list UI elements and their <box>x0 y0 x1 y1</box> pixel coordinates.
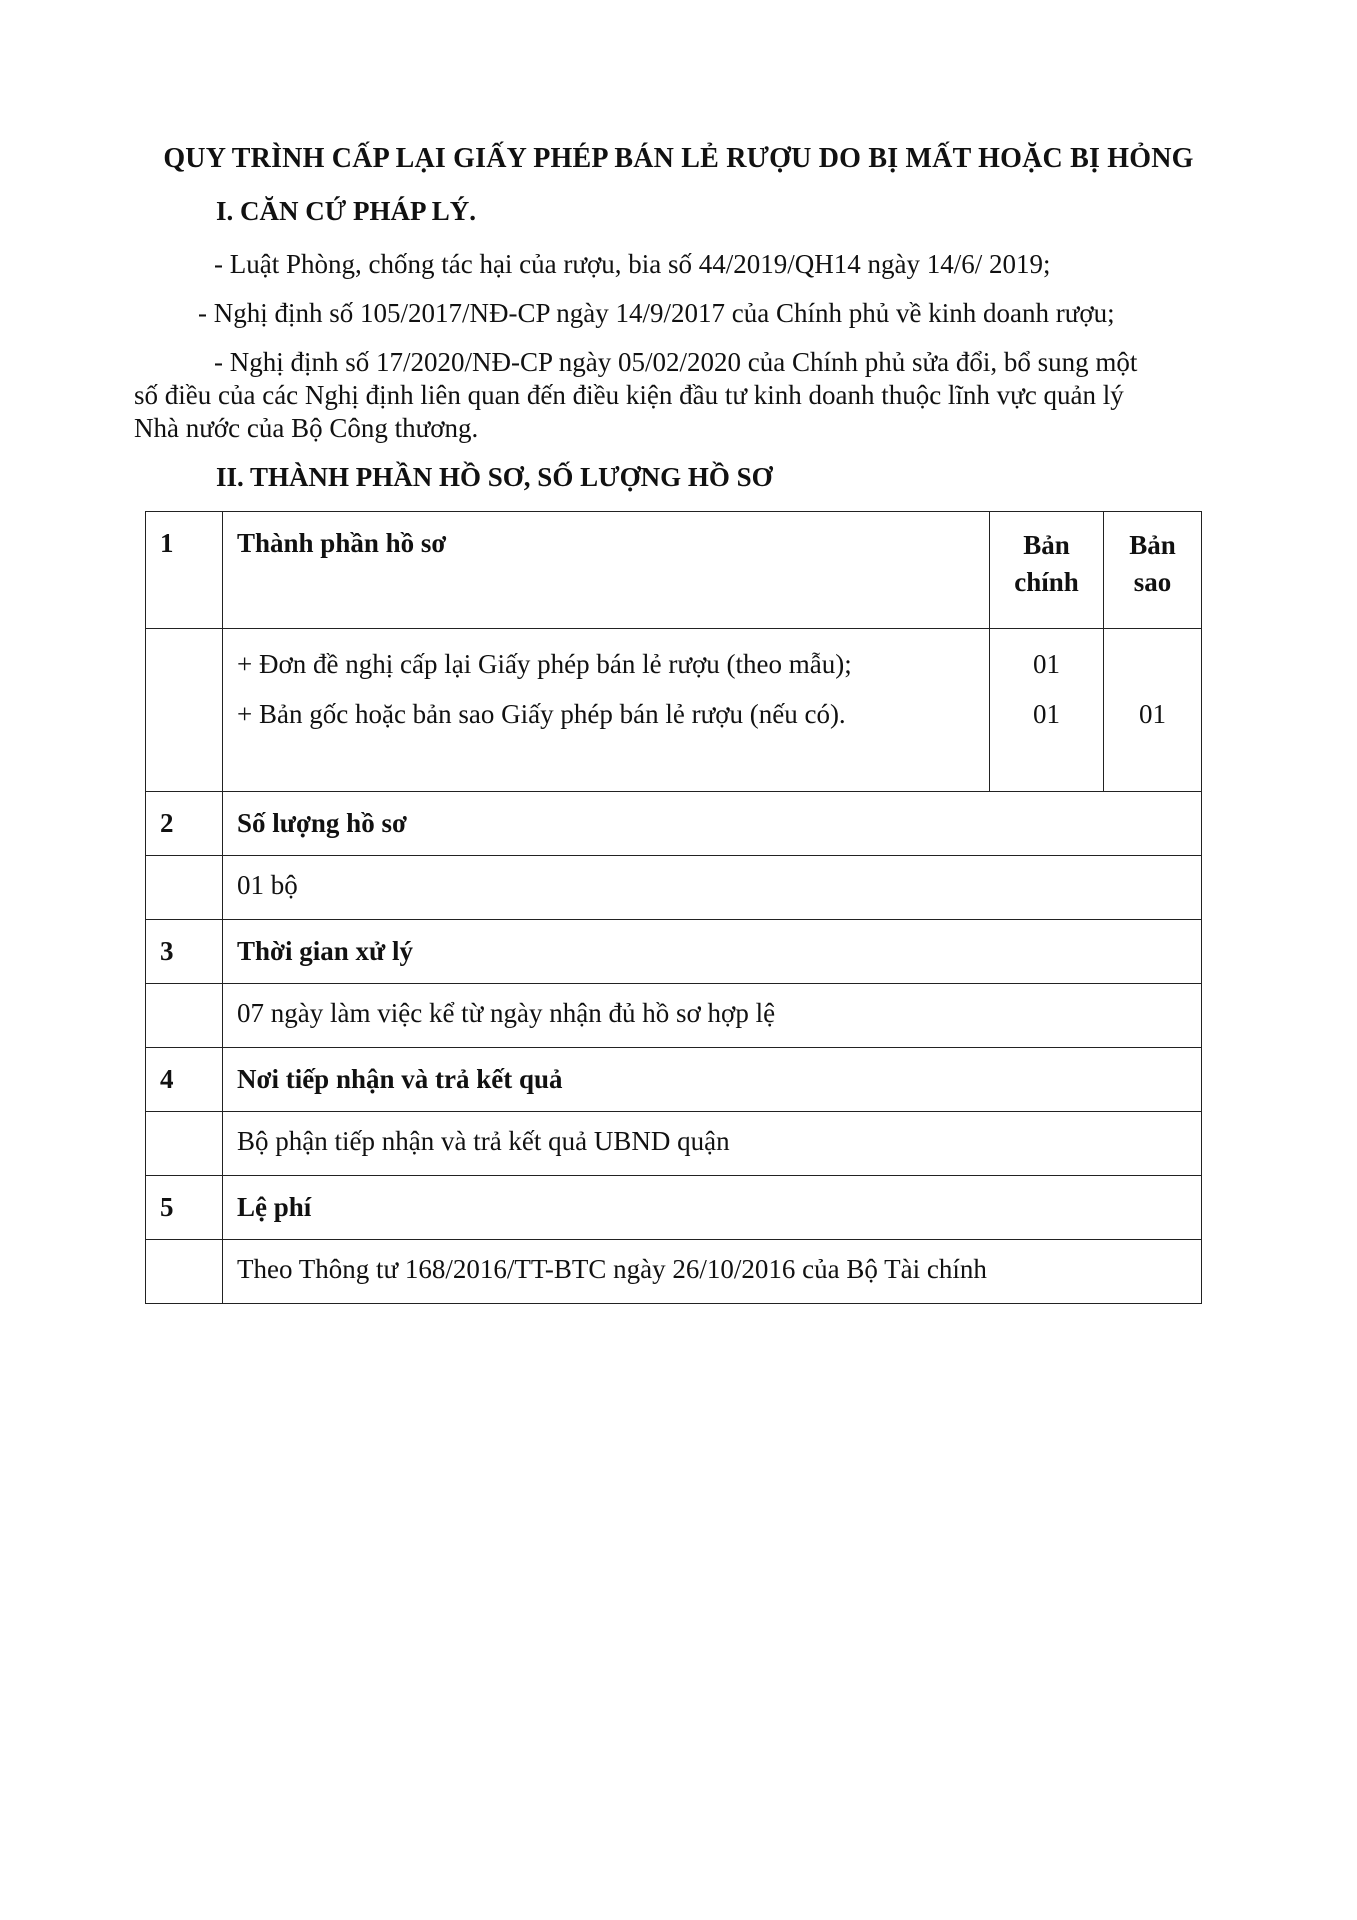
table-row <box>146 984 1202 1048</box>
section-heading-dossier: II. THÀNH PHẦN HỒ SƠ, SỐ LƯỢNG HỒ SƠ <box>216 462 773 492</box>
row-number-empty <box>146 1112 223 1176</box>
row-value: 07 ngày làm việc kể từ ngày nhận đủ hồ sơ hợp lệ <box>223 984 1202 1048</box>
row-number-empty <box>146 856 223 920</box>
legal-basis-item-3-line-1: - Nghị định số 17/2020/NĐ-CP ngày 05/02/2020 của Chính phủ sửa đổi, bổ sung một <box>214 347 1138 377</box>
row-number-empty <box>146 629 223 792</box>
column-header-original-line-1: Bản <box>1023 530 1070 560</box>
row-label: Thành phần hồ sơ <box>223 512 990 629</box>
column-header-copy <box>1104 512 1202 629</box>
table-row <box>146 1176 1202 1240</box>
copy-counts <box>1104 629 1202 792</box>
section-heading-legal-basis: I. CĂN CỨ PHÁP LÝ. <box>216 196 476 226</box>
table-row <box>146 856 1202 920</box>
legal-basis-item-3-line-2: số điều của các Nghị định liên quan đến điều kiện đầu tư kinh doanh thuộc lĩnh vực quản lý <box>134 380 1124 410</box>
legal-basis-item-1: - Luật Phòng, chống tác hại của rượu, bia số 44/2019/QH14 ngày 14/6/ 2019; <box>214 249 1051 279</box>
row-label: Thời gian xử lý <box>223 920 1202 984</box>
copy-count <box>1104 639 1201 689</box>
column-header-copy-line-1: Bản <box>1129 530 1176 560</box>
original-count: 01 <box>1033 699 1060 729</box>
original-count: 01 <box>1033 649 1060 679</box>
table-row <box>146 920 1202 984</box>
row-value: Theo Thông tư 168/2016/TT-BTC ngày 26/10/2016 của Bộ Tài chính <box>223 1240 1202 1304</box>
dossier-table <box>145 511 1202 1304</box>
column-header-original-line-2: chính <box>1014 567 1079 597</box>
table-row <box>146 629 1202 792</box>
table-row <box>146 1112 1202 1176</box>
row-number: 3 <box>146 920 223 984</box>
column-header-original <box>990 512 1104 629</box>
table-row <box>146 1240 1202 1304</box>
legal-basis-item-3 <box>134 346 1234 445</box>
legal-basis-item-2: - Nghị định số 105/2017/NĐ-CP ngày 14/9/2017 của Chính phủ về kinh doanh rượu; <box>198 298 1115 328</box>
row-number: 1 <box>146 512 223 629</box>
table-row <box>146 512 1202 629</box>
row-value: 01 bộ <box>223 856 1202 920</box>
row-number: 2 <box>146 792 223 856</box>
table-row <box>146 792 1202 856</box>
row-label: Nơi tiếp nhận và trả kết quả <box>223 1048 1202 1112</box>
row-label: Số lượng hồ sơ <box>223 792 1202 856</box>
dossier-item: + Bản gốc hoặc bản sao Giấy phép bán lẻ rượu (nếu có). <box>237 699 846 729</box>
row-number: 5 <box>146 1176 223 1240</box>
row-number: 4 <box>146 1048 223 1112</box>
row-number-empty <box>146 984 223 1048</box>
copy-count: 01 <box>1139 699 1166 729</box>
row-label: Lệ phí <box>223 1176 1202 1240</box>
legal-basis-item-3-line-3: Nhà nước của Bộ Công thương. <box>134 413 479 443</box>
dossier-items <box>223 629 990 792</box>
table-row <box>146 1048 1202 1112</box>
document-title: QUY TRÌNH CẤP LẠI GIẤY PHÉP BÁN LẺ RƯỢU DO BỊ MẤT HOẶC BỊ HỎNG <box>163 143 1194 174</box>
row-value: Bộ phận tiếp nhận và trả kết quả UBND quận <box>223 1112 1202 1176</box>
dossier-item: + Đơn đề nghị cấp lại Giấy phép bán lẻ rượu (theo mẫu); <box>237 649 852 679</box>
column-header-copy-line-2: sao <box>1133 567 1172 597</box>
row-number-empty <box>146 1240 223 1304</box>
original-counts <box>990 629 1104 792</box>
